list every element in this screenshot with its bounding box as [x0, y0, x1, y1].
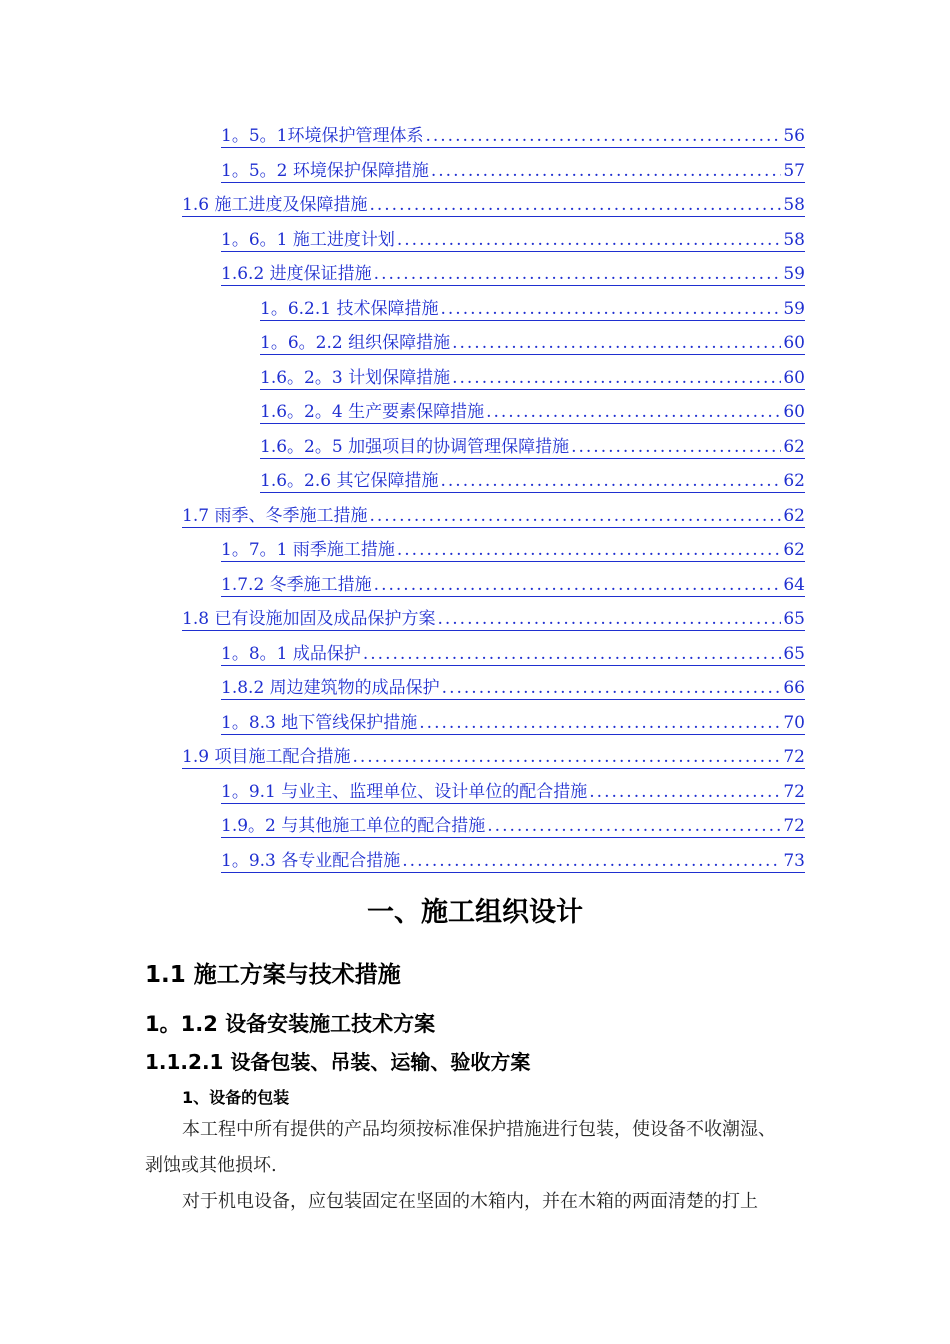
paragraph-line: 对于机电设备，应包装固定在坚固的木箱内，并在木箱的两面清楚的打上: [182, 1191, 758, 1212]
toc-entry-page: 62: [783, 506, 805, 526]
paragraph-line: 剥蚀或其他损坏.: [145, 1155, 277, 1176]
toc-entry[interactable]: [221, 160, 805, 183]
toc-leader: [452, 332, 781, 354]
toc-entry-page: 62: [783, 471, 805, 491]
toc-entry-label: 1.6 施工进度及保障措施: [182, 195, 368, 215]
toc-entry-page: 70: [783, 713, 805, 733]
toc-entry-page: 66: [783, 678, 805, 698]
toc-entry[interactable]: [221, 125, 805, 148]
toc-entry-label: 1.8.2 周边建筑物的成品保护: [221, 678, 440, 698]
subsection-heading: 1。1.2 设备安装施工技术方案: [145, 1012, 436, 1036]
toc-entry[interactable]: [221, 539, 805, 562]
toc-entry-label: 1.7.2 冬季施工措施: [221, 575, 372, 595]
toc-entry-page: 62: [783, 437, 805, 457]
toc-entry-page: 58: [783, 230, 805, 250]
toc-entry[interactable]: [221, 263, 805, 286]
toc-entry-label: 1。9.1 与业主、监理单位、设计单位的配合措施: [221, 782, 588, 802]
toc-entry-page: 60: [783, 402, 805, 422]
toc-entry-page: 57: [783, 161, 805, 181]
toc-leader: [425, 125, 781, 147]
toc-leader: [437, 608, 781, 630]
toc-entry-page: 64: [783, 575, 805, 595]
toc-entry[interactable]: [221, 781, 805, 804]
toc-leader: [397, 229, 782, 251]
toc-leader: [431, 160, 782, 182]
subsubsection-heading: 1.1.2.1 设备包装、吊装、运输、验收方案: [145, 1050, 531, 1074]
toc-entry-label: 1.6。2。3 计划保障措施: [260, 368, 451, 388]
toc-entry-label: 1。6.2.1 技术保障措施: [260, 299, 439, 319]
toc-leader: [397, 539, 782, 561]
toc-leader: [487, 815, 781, 837]
toc-leader: [352, 746, 781, 768]
toc-entry-page: 60: [783, 368, 805, 388]
toc-entry-page: 59: [783, 299, 805, 319]
toc-leader: [440, 298, 781, 320]
toc-leader: [374, 263, 782, 285]
toc-entry-label: 1.6。2.6 其它保障措施: [260, 471, 439, 491]
toc-entry-label: 1.6.2 进度保证措施: [221, 264, 372, 284]
section-title: 一、施工组织设计: [367, 897, 583, 928]
toc-leader: [363, 643, 782, 665]
toc-leader: [440, 470, 781, 492]
toc-leader: [589, 781, 781, 803]
toc-entry[interactable]: [182, 505, 805, 528]
toc-entry-label: 1.9。2 与其他施工单位的配合措施: [221, 816, 486, 836]
toc-entry[interactable]: [221, 815, 805, 838]
toc-entry-label: 1。9.3 各专业配合措施: [221, 851, 401, 871]
toc-entry-page: 72: [783, 782, 805, 802]
toc-entry-label: 1。8.3 地下管线保护措施: [221, 713, 418, 733]
toc-leader: [486, 401, 781, 423]
toc-entry-label: 1.6。2。4 生产要素保障措施: [260, 402, 485, 422]
toc-leader: [419, 712, 781, 734]
toc-entry-page: 58: [783, 195, 805, 215]
toc-entry-page: 59: [783, 264, 805, 284]
toc-leader: [369, 194, 781, 216]
toc-leader: [402, 850, 781, 872]
item-heading: 1、设备的包装: [182, 1088, 290, 1107]
toc-entry-page: 73: [783, 851, 805, 871]
toc-leader: [442, 677, 782, 699]
toc-entry[interactable]: [221, 643, 805, 666]
toc-entry-label: 1.9 项目施工配合措施: [182, 747, 351, 767]
toc-entry-label: 1。5。1环境保护管理体系: [221, 126, 424, 146]
toc-entry-page: 56: [783, 126, 805, 146]
toc-entry-label: 1。7。1 雨季施工措施: [221, 540, 395, 560]
toc-entry[interactable]: [221, 677, 805, 700]
toc-entry-label: 1.6。2。5 加强项目的协调管理保障措施: [260, 437, 570, 457]
toc-entry-label: 1。8。1 成品保护: [221, 644, 361, 664]
toc-entry-label: 1.7 雨季、冬季施工措施: [182, 506, 368, 526]
toc-entry-page: 62: [783, 540, 805, 560]
section-heading: 1.1 施工方案与技术措施: [145, 962, 401, 988]
toc-entry[interactable]: [221, 712, 805, 735]
toc-entry[interactable]: [260, 401, 805, 424]
toc-entry-page: 72: [783, 747, 805, 767]
toc-leader: [369, 505, 781, 527]
toc-entry[interactable]: [260, 436, 805, 459]
toc-entry-page: 65: [783, 609, 805, 629]
paragraph-line: 本工程中所有提供的产品均须按标准保护措施进行包装，使设备不收潮湿、: [182, 1119, 776, 1140]
toc-entry[interactable]: [182, 608, 805, 631]
toc-entry[interactable]: [182, 194, 805, 217]
toc-entry[interactable]: [260, 298, 805, 321]
toc-entry-label: 1。6。2.2 组织保障措施: [260, 333, 451, 353]
toc-entry[interactable]: [260, 332, 805, 355]
toc-leader: [374, 574, 782, 596]
toc-entry-label: 1。6。1 施工进度计划: [221, 230, 395, 250]
toc-entry[interactable]: [221, 574, 805, 597]
toc-leader: [571, 436, 781, 458]
toc-entry[interactable]: [221, 850, 805, 873]
toc-entry-page: 72: [783, 816, 805, 836]
toc-entry-label: 1。5。2 环境保护保障措施: [221, 161, 429, 181]
toc-entry[interactable]: [260, 470, 805, 493]
toc-entry[interactable]: [260, 367, 805, 390]
toc-entry-page: 60: [783, 333, 805, 353]
toc-entry[interactable]: [221, 229, 805, 252]
toc-entry[interactable]: [182, 746, 805, 769]
toc-entry-page: 65: [783, 644, 805, 664]
toc-leader: [452, 367, 781, 389]
toc-entry-label: 1.8 已有设施加固及成品保护方案: [182, 609, 436, 629]
